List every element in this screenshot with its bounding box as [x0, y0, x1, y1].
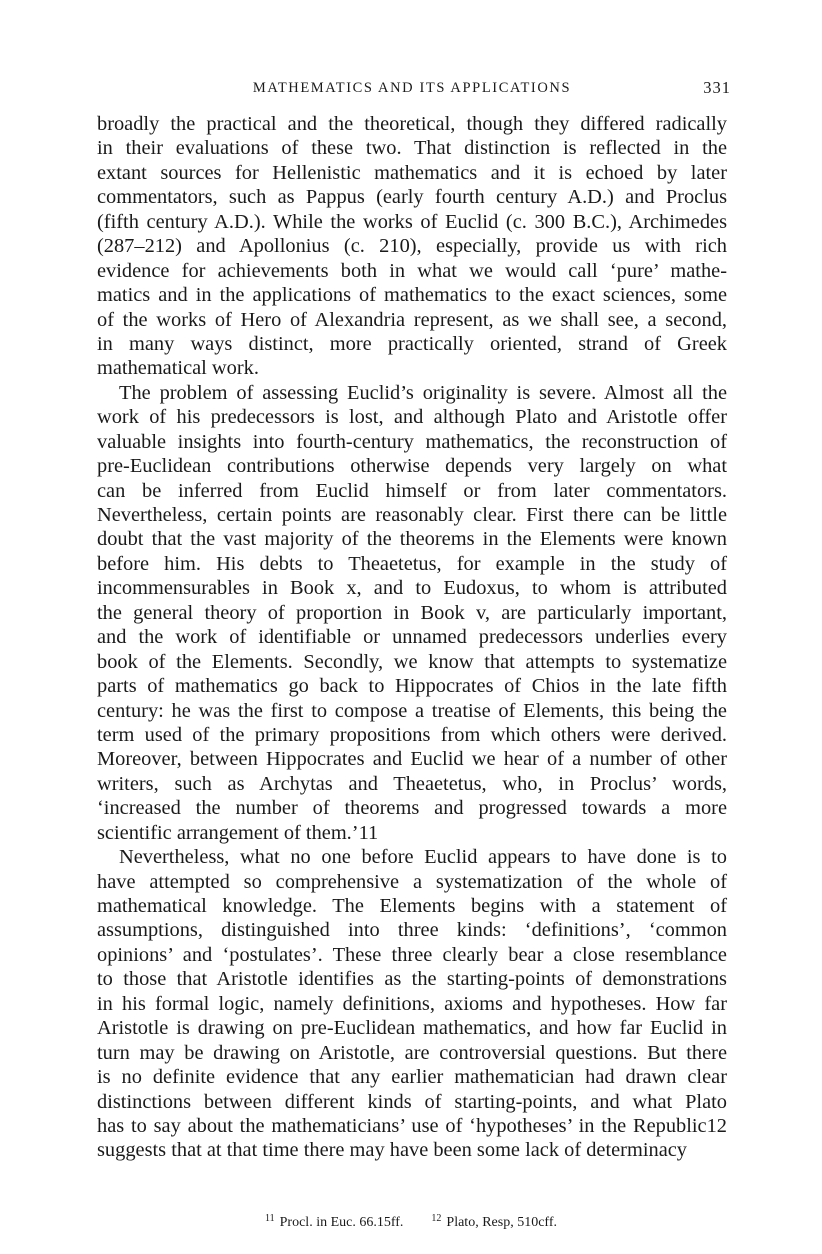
footnote-number: 11 — [265, 1213, 275, 1224]
text-line: the general theory of proportion in Book v, are particularly important, — [97, 601, 727, 624]
text-line: in many ways distinct, more practically oriented, strand of Greek — [97, 332, 727, 355]
text-line: Moreover, between Hippocrates and Euclid we hear of a number of other — [97, 748, 727, 771]
text-line: term used of the primary propositions from which others were derived. — [97, 723, 727, 746]
text-line: in his formal logic, namely definitions, axioms and hypotheses. How far — [97, 992, 727, 1015]
text-line: mathematical knowledge. The Elements begins with a statement of — [97, 895, 727, 917]
text-line: doubt that the vast majority of the theorems in the Elements were known — [97, 528, 727, 551]
text-line: writers, such as Archytas and Theaetetus, who, in Proclus’ words, — [97, 772, 727, 795]
text-line: and the work of identifiable or unnamed predecessors underlies every — [97, 626, 727, 649]
body-text — [97, 112, 727, 1163]
text-line: Nevertheless, what no one before Euclid appears to have done is to — [119, 846, 727, 869]
text-line: suggests that at that time there may have been some lack of determinacy — [97, 1139, 687, 1162]
footnote — [431, 1213, 557, 1231]
running-header — [97, 78, 731, 104]
text-line: ‘increased the number of theorems and progressed towards a more — [97, 797, 727, 820]
text-line: matics and in the applications of mathematics to the exact sciences, some — [97, 284, 727, 307]
text-line: The problem of assessing Euclid’s originality is severe. Almost all the — [119, 381, 727, 404]
text-line: is no definite evidence that any earlier mathematician had drawn clear — [97, 1066, 727, 1089]
text-line: (287–212) and Apollonius (c. 210), especially, provide us with rich — [97, 235, 727, 258]
text-line: mathematical work. — [97, 357, 259, 380]
text-line: have attempted so comprehensive a systematization of the whole of — [97, 870, 727, 893]
page-number: 331 — [703, 78, 731, 97]
text-line: distinctions between different kinds of starting-points, and what Plato — [97, 1090, 727, 1113]
text-line: commentators, such as Pappus (early fourth century A.D.) and Proclus — [97, 186, 727, 209]
text-line: evidence for achievements both in what we would call ‘pure’ mathe- — [97, 259, 727, 282]
text-line: incommensurables in Book x, and to Eudoxus, to whom is attributed — [97, 577, 727, 600]
footnote-text: Plato, Resp, 510cff. — [446, 1215, 557, 1230]
text-line: assumptions, distinguished into three kinds: ‘definitions’, ‘common — [97, 919, 727, 942]
text-line: century: he was the first to compose a treatise of Elements, this being the — [97, 699, 727, 722]
text-line: to those that Aristotle identifies as the starting-points of demonstrations — [97, 968, 727, 991]
text-line: pre-Euclidean contributions otherwise depends very largely on what — [97, 455, 727, 478]
text-line: parts of mathematics go back to Hippocrates of Chios in the late fifth — [97, 675, 727, 698]
text-line: turn may be drawing on Aristotle, are controversial questions. But there — [97, 1041, 727, 1064]
text-line: (fifth century A.D.). While the works of Euclid (c. 300 B.C.), Archimedes — [97, 210, 727, 233]
text-line: can be inferred from Euclid himself or from later commentators. — [97, 479, 727, 502]
text-line: of the works of Hero of Alexandria represent, as we shall see, a second, — [97, 308, 727, 331]
text-line: scientific arrangement of them.’11 — [97, 821, 379, 844]
text-line: book of the Elements. Secondly, we know that attempts to systematize — [97, 650, 727, 673]
running-head-title: MATHEMATICS AND ITS APPLICATIONS — [252, 80, 572, 96]
text-line: extant sources for Hellenistic mathematics and it is echoed by later — [97, 161, 727, 184]
text-line: opinions’ and ‘postulates’. These three clearly bear a close resemblance — [97, 943, 727, 966]
text-line: Aristotle is drawing on pre-Euclidean mathematics, and how far Euclid in — [97, 1017, 727, 1040]
text-line: Nevertheless, certain points are reasonably clear. First there can be little — [97, 504, 727, 526]
text-line: in their evaluations of these two. That distinction is reflected in the — [97, 137, 727, 160]
text-line: has to say about the mathematicians’ use of ‘hypotheses’ in the Republic12 — [97, 1114, 727, 1137]
footnotes — [0, 1213, 822, 1231]
text-line: before him. His debts to Theaetetus, for example in the study of — [97, 552, 727, 575]
text-line: work of his predecessors is lost, and although Plato and Aristotle offer — [97, 406, 727, 429]
footnote-number: 12 — [431, 1213, 442, 1224]
text-line: valuable insights into fourth-century mathematics, the reconstruction of — [97, 430, 727, 453]
footnote-text: Procl. in Euc. 66.15ff. — [279, 1215, 404, 1230]
footnote — [265, 1213, 403, 1231]
text-line: broadly the practical and the theoretical, though they differed radically — [97, 113, 727, 135]
